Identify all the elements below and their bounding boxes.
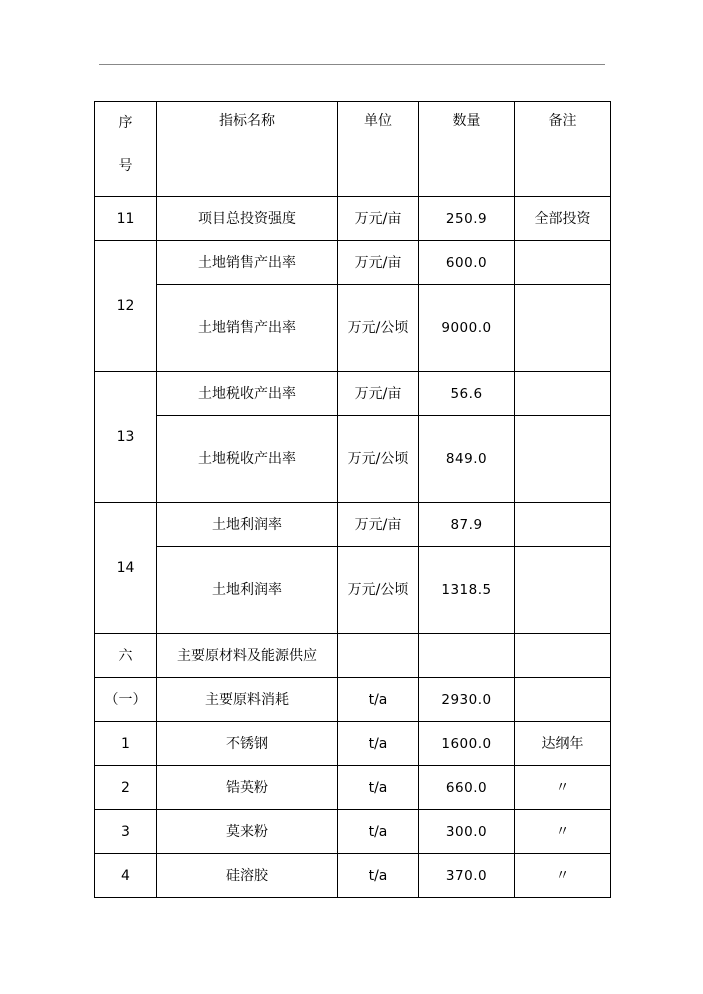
header-seq: 序号 [95, 102, 157, 197]
cell-name: 锆英粉 [157, 766, 338, 810]
header-rule [99, 64, 605, 65]
cell-seq: 14 [95, 503, 157, 634]
table-row [95, 241, 611, 285]
cell-note [515, 678, 611, 722]
cell-note: 〃 [515, 854, 611, 898]
cell-name: 土地税收产出率 [157, 372, 338, 416]
table-row [95, 197, 611, 241]
cell-name: 不锈钢 [157, 722, 338, 766]
cell-seq: （一） [95, 678, 157, 722]
cell-name: 土地利润率 [157, 503, 338, 547]
table-row [95, 854, 611, 898]
cell-name: 莫来粉 [157, 810, 338, 854]
cell-unit: t/a [338, 810, 419, 854]
header-unit: 单位 [338, 102, 419, 197]
cell-name: 主要原料消耗 [157, 678, 338, 722]
cell-note [515, 547, 611, 634]
cell-seq: 2 [95, 766, 157, 810]
table-row [95, 416, 611, 503]
cell-unit: t/a [338, 766, 419, 810]
cell-seq: 11 [95, 197, 157, 241]
cell-qty: 9000.0 [419, 285, 515, 372]
cell-qty: 370.0 [419, 854, 515, 898]
cell-seq: 1 [95, 722, 157, 766]
table-row [95, 634, 611, 678]
header-name: 指标名称 [157, 102, 338, 197]
cell-seq: 12 [95, 241, 157, 372]
cell-note [515, 503, 611, 547]
cell-qty: 1318.5 [419, 547, 515, 634]
cell-note [515, 372, 611, 416]
table-row [95, 503, 611, 547]
cell-qty: 2930.0 [419, 678, 515, 722]
cell-unit: 万元/亩 [338, 241, 419, 285]
cell-name: 硅溶胶 [157, 854, 338, 898]
cell-unit: t/a [338, 854, 419, 898]
cell-qty: 600.0 [419, 241, 515, 285]
table-row [95, 722, 611, 766]
cell-unit [338, 634, 419, 678]
cell-note [515, 416, 611, 503]
cell-note: 〃 [515, 766, 611, 810]
cell-note [515, 285, 611, 372]
cell-qty: 1600.0 [419, 722, 515, 766]
cell-name: 项目总投资强度 [157, 197, 338, 241]
cell-unit: t/a [338, 678, 419, 722]
header-note: 备注 [515, 102, 611, 197]
cell-qty: 56.6 [419, 372, 515, 416]
table-row [95, 285, 611, 372]
cell-seq: 3 [95, 810, 157, 854]
cell-qty: 660.0 [419, 766, 515, 810]
header-qty: 数量 [419, 102, 515, 197]
table-row [95, 547, 611, 634]
cell-unit: 万元/亩 [338, 503, 419, 547]
cell-qty: 250.9 [419, 197, 515, 241]
cell-unit: 万元/亩 [338, 197, 419, 241]
cell-qty [419, 634, 515, 678]
cell-note: 达纲年 [515, 722, 611, 766]
cell-name: 土地税收产出率 [157, 416, 338, 503]
cell-unit: 万元/公顷 [338, 285, 419, 372]
cell-seq: 六 [95, 634, 157, 678]
cell-seq: 13 [95, 372, 157, 503]
cell-seq: 4 [95, 854, 157, 898]
cell-name: 土地销售产出率 [157, 285, 338, 372]
cell-unit: 万元/亩 [338, 372, 419, 416]
indicator-table [94, 101, 611, 898]
cell-note [515, 241, 611, 285]
cell-note: 全部投资 [515, 197, 611, 241]
cell-name: 主要原材料及能源供应 [157, 634, 338, 678]
table-row [95, 678, 611, 722]
table-header-row [95, 102, 611, 197]
cell-unit: 万元/公顷 [338, 547, 419, 634]
cell-unit: 万元/公顷 [338, 416, 419, 503]
cell-qty: 87.9 [419, 503, 515, 547]
cell-note [515, 634, 611, 678]
cell-name: 土地销售产出率 [157, 241, 338, 285]
cell-note: 〃 [515, 810, 611, 854]
cell-unit: t/a [338, 722, 419, 766]
table-row [95, 372, 611, 416]
table-row [95, 810, 611, 854]
cell-name: 土地利润率 [157, 547, 338, 634]
cell-qty: 849.0 [419, 416, 515, 503]
cell-qty: 300.0 [419, 810, 515, 854]
table-row [95, 766, 611, 810]
